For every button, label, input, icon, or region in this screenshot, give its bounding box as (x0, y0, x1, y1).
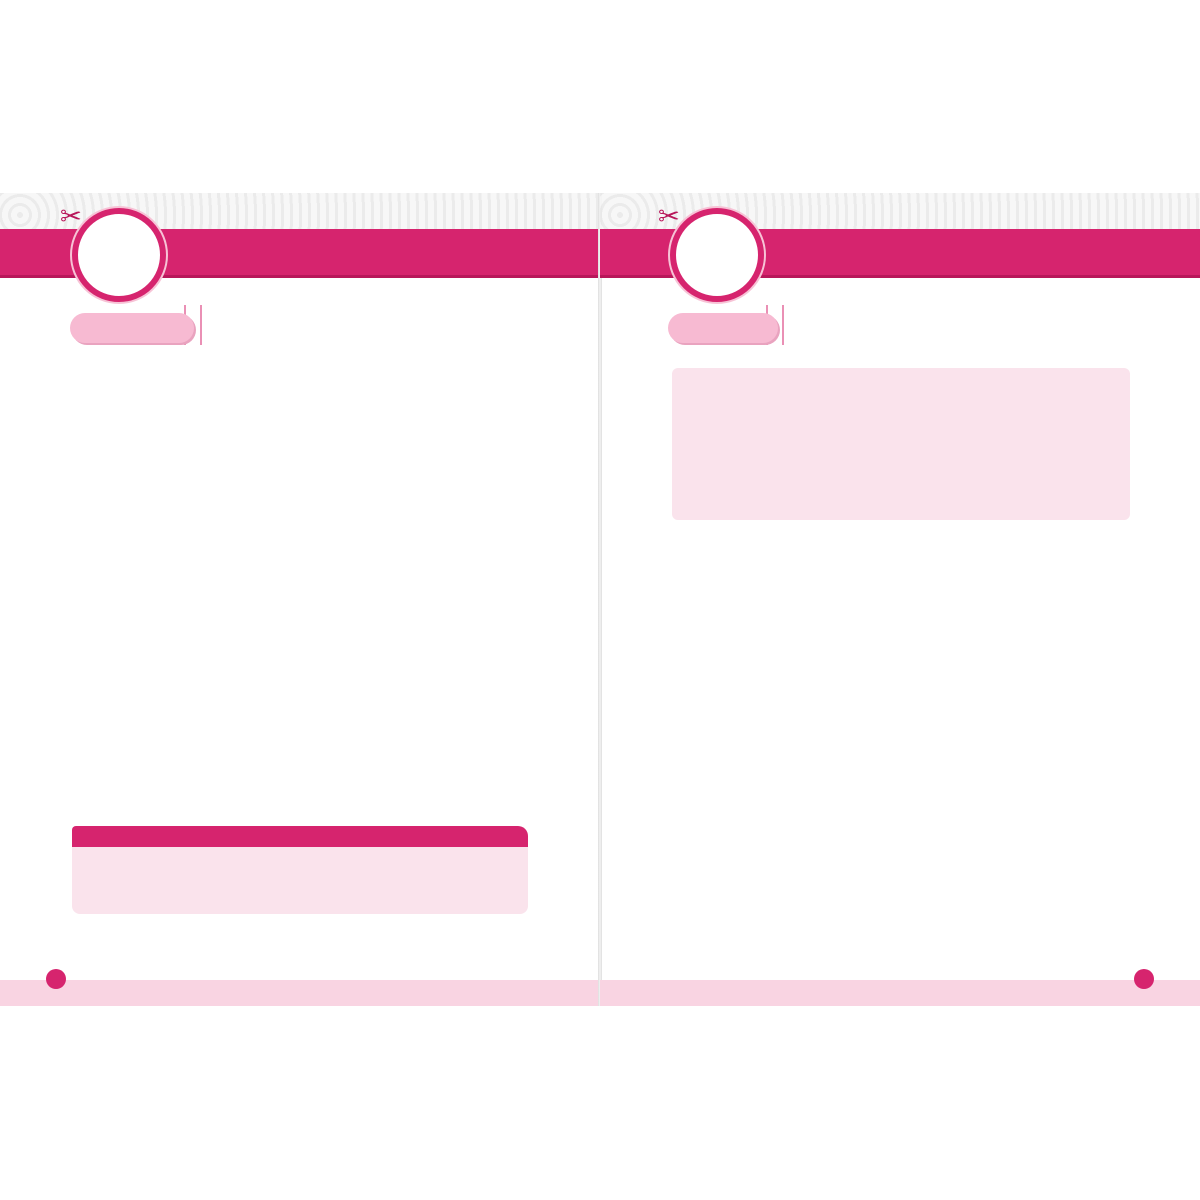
section-tag (668, 313, 778, 343)
scene-badge (72, 208, 166, 302)
ribbon-bow-icon: ✂ (658, 201, 680, 231)
page-number (46, 969, 66, 989)
scene-badge (670, 208, 764, 302)
footer-bar (600, 980, 1200, 1006)
section-tag (70, 313, 194, 343)
answer-key-title (72, 826, 528, 847)
ribbon-bow-icon: ✂ (60, 201, 82, 231)
footer-bar (0, 980, 600, 1006)
word-bank (672, 368, 1130, 520)
book-spread (0, 193, 1200, 1006)
page-number (1134, 969, 1154, 989)
left-page (0, 193, 600, 1006)
right-page (600, 193, 1200, 1006)
answer-key-box (72, 847, 528, 914)
